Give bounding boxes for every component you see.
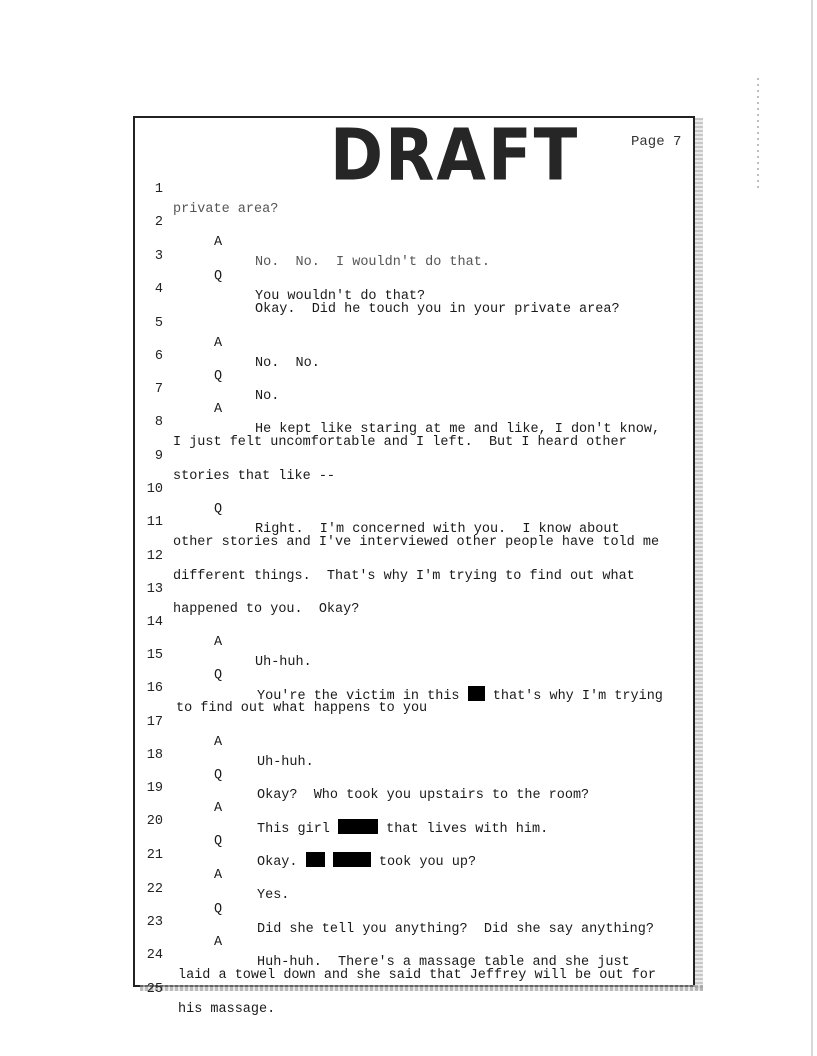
- speaker-label: A: [214, 735, 223, 750]
- line-text: to find out what happens to you: [176, 701, 428, 716]
- line-text-after: that lives with him.: [386, 822, 549, 837]
- line-text: [257, 852, 476, 873]
- draft-stamp: DRAFT: [330, 114, 580, 198]
- speaker-label: A: [214, 935, 223, 950]
- line-text: different things. That's why I'm trying to find out what: [173, 569, 635, 584]
- transcript-line: [0, 160, 279, 217]
- page-margin-line: [811, 0, 813, 1056]
- line-number: 21: [146, 848, 163, 863]
- transcript-line: [0, 327, 280, 404]
- line-text: Okay. Did he touch you in your private area?: [255, 302, 620, 317]
- line-text: He kept like staring at me and like, I don't know,: [255, 422, 661, 437]
- line-text: Uh-huh.: [255, 655, 312, 670]
- line-number: 6: [154, 349, 163, 364]
- line-number: 1: [154, 182, 163, 197]
- speaker-label: Q: [214, 269, 223, 284]
- line-text: laid a towel down and she said that Jeffrey will be out for: [178, 968, 656, 983]
- line-text: You wouldn't do that?: [255, 289, 426, 304]
- speaker-label: A: [214, 235, 223, 250]
- line-number: 9: [154, 449, 163, 464]
- line-number: 13: [146, 582, 163, 597]
- transcript-line: [0, 294, 320, 371]
- line-text: happened to you. Okay?: [173, 602, 360, 617]
- line-number: 8: [154, 415, 163, 430]
- line-text: stories that like --: [173, 469, 336, 484]
- line-text: Uh-huh.: [257, 755, 314, 770]
- line-text: [257, 819, 548, 840]
- line-number: 23: [146, 915, 163, 930]
- line-text: Did she tell you anything? Did she say anything?: [257, 922, 654, 937]
- redaction-block: [306, 852, 325, 867]
- line-number: 20: [146, 814, 163, 829]
- line-number: 2: [154, 215, 163, 230]
- line-number: 18: [146, 748, 163, 763]
- line-number: 11: [146, 515, 163, 530]
- line-number: 15: [146, 648, 163, 663]
- line-text: Right. I'm concerned with you. I know about: [255, 522, 620, 537]
- speaker-label: A: [214, 402, 223, 417]
- line-text: Yes.: [257, 888, 290, 903]
- line-text: I just felt uncomfortable and I left. But I heard other: [173, 435, 627, 450]
- line-number: 19: [146, 781, 163, 796]
- line-number: 10: [146, 482, 163, 497]
- speaker-label: A: [214, 868, 223, 883]
- transcript-line: [0, 427, 336, 484]
- line-text: private area?: [173, 202, 279, 217]
- scan-artifact: [757, 78, 759, 188]
- line-number: 3: [154, 249, 163, 264]
- redaction-block: [338, 819, 378, 834]
- page-number: Page 7: [631, 134, 682, 150]
- line-text-before: You're the victim in this: [257, 689, 460, 704]
- line-text-before: Okay.: [257, 855, 298, 870]
- line-text: Okay? Who took you upstairs to the room?: [257, 788, 590, 803]
- speaker-label: Q: [214, 369, 223, 384]
- line-number: 16: [146, 681, 163, 696]
- speaker-label: Q: [214, 834, 223, 849]
- speaker-label: Q: [214, 768, 223, 783]
- line-number: 14: [146, 615, 163, 630]
- line-text: No. No. I wouldn't do that.: [255, 255, 490, 270]
- frame-edge-right: [695, 118, 703, 990]
- line-text-after: took you up?: [378, 855, 477, 870]
- line-text: No. No.: [255, 356, 320, 371]
- speaker-label: Q: [214, 502, 223, 517]
- speaker-label: A: [214, 635, 223, 650]
- speaker-label: A: [214, 336, 223, 351]
- line-number: 12: [146, 549, 163, 564]
- line-number: 22: [146, 882, 163, 897]
- line-number: 24: [146, 948, 163, 963]
- line-number: 25: [146, 982, 163, 997]
- speaker-label: A: [214, 801, 223, 816]
- transcript-line: [0, 560, 360, 617]
- line-text: his massage.: [178, 1002, 276, 1017]
- line-number: 4: [154, 282, 163, 297]
- redaction-block: [333, 852, 371, 867]
- line-text: Huh-huh. There's a massage table and she just: [257, 955, 630, 970]
- line-number: 5: [154, 316, 163, 331]
- speaker-label: Q: [214, 668, 223, 683]
- line-number: 17: [146, 715, 163, 730]
- line-text-before: This girl: [257, 822, 330, 837]
- transcript-line: [0, 960, 276, 1017]
- line-number: 7: [154, 382, 163, 397]
- redaction-block: [468, 686, 485, 701]
- line-text-after: that's why I'm trying: [492, 689, 663, 704]
- line-text: other stories and I've interviewed other people have told me: [173, 535, 660, 550]
- speaker-label: Q: [214, 902, 223, 917]
- line-text: No.: [255, 389, 280, 404]
